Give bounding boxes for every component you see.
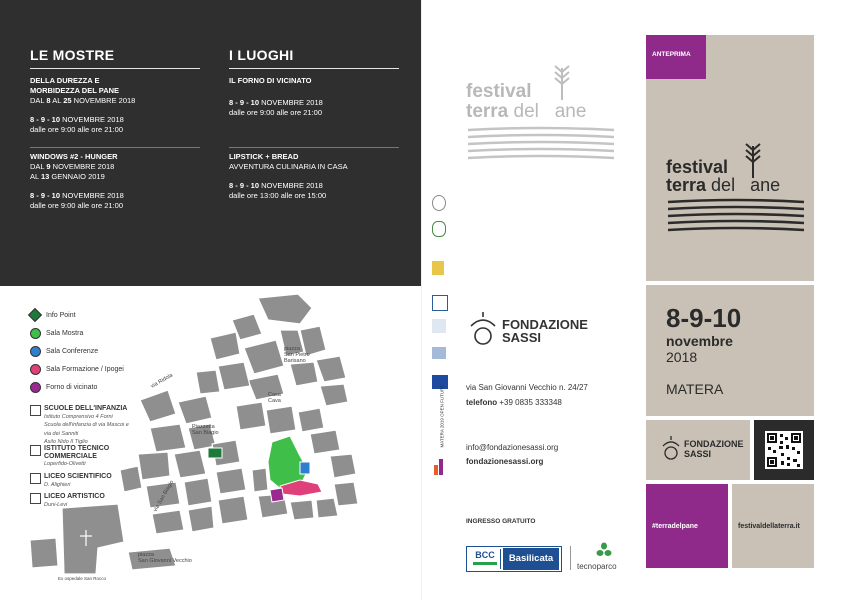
fondazione-name-2: SASSI bbox=[502, 330, 542, 345]
anteprima-label: ANTEPRIMA bbox=[652, 51, 691, 58]
label-piazza-sp: piazza bbox=[284, 346, 300, 352]
label-ex-ospedale: Ex ospedale San Rocco bbox=[58, 576, 107, 581]
mostra-2 bbox=[30, 152, 205, 211]
sponsor-divider bbox=[570, 546, 571, 570]
phone: telefono +39 0835 333348 bbox=[466, 398, 562, 407]
label-via-sanbiagio: via San Biagio bbox=[152, 479, 176, 513]
tecnoparco-label: tecnoparco bbox=[577, 562, 617, 571]
festival-year: 2018 bbox=[666, 349, 698, 365]
map-block bbox=[316, 498, 338, 518]
luogo-2-title: LIPSTICK + BREAD bbox=[229, 152, 299, 161]
festival-site-link[interactable]: festivaldellaterra.it bbox=[738, 523, 800, 530]
mostra-2-hours: dalle ore 9:00 alle ore 21:00 bbox=[30, 201, 123, 210]
website-link[interactable]: fondazionesassi.org bbox=[466, 457, 544, 466]
mostra-2-period-to: AL 13 GENNAIO 2019 bbox=[30, 172, 105, 181]
site-tile bbox=[732, 484, 814, 568]
sponsor-logo bbox=[432, 319, 446, 333]
map-church bbox=[62, 504, 124, 574]
ingresso-gratuito: INGRESSO GRATUITO bbox=[466, 518, 536, 525]
label-piazza-sp-2: San Pietro bbox=[284, 352, 310, 358]
map-block bbox=[290, 362, 318, 386]
map-block bbox=[330, 454, 356, 478]
school-sub: Scuola dell'infanzia di via Mascoi e bbox=[44, 422, 129, 428]
legend-label: Sala Conferenze bbox=[46, 348, 99, 355]
school-sub: Duni-Levi bbox=[44, 501, 68, 508]
address: via San Giovanni Vecchio n. 24/27 bbox=[466, 383, 588, 392]
fondazione-name-1: FONDAZIONE bbox=[684, 439, 744, 449]
mostra-1-title-line1: DELLA DUREZZA E bbox=[30, 76, 100, 85]
date-tile bbox=[646, 285, 814, 416]
sponsor-logo bbox=[432, 347, 446, 359]
mostra-separator bbox=[30, 147, 200, 148]
map-block bbox=[152, 510, 184, 534]
luogo-1-hours: dalle ore 9:00 alle ore 21:00 bbox=[229, 108, 322, 117]
hashtag-tile bbox=[646, 484, 728, 568]
school-sub: Asilo Nido Il Tiglio bbox=[44, 439, 88, 445]
mostre-heading: LE MOSTRE bbox=[30, 47, 115, 63]
luogo-2-hours: dalle ore 13:00 alle ore 15:00 bbox=[229, 191, 327, 200]
map-block bbox=[150, 424, 186, 452]
luoghi-heading: I LUOGHI bbox=[229, 47, 294, 63]
field-lines-icon bbox=[466, 126, 616, 166]
map-block bbox=[252, 468, 268, 492]
luoghi-divider bbox=[229, 68, 399, 69]
festival-logo-grey bbox=[466, 68, 626, 168]
luogo-1-title: IL FORNO DI VICINATO bbox=[229, 76, 312, 85]
school-title: COMMERCIALE bbox=[44, 452, 97, 460]
festival-city: MATERA bbox=[666, 381, 724, 397]
map-block bbox=[266, 406, 296, 434]
forno-area bbox=[270, 488, 284, 502]
email-link[interactable]: info@fondazionesassi.org bbox=[466, 443, 559, 452]
luogo-2 bbox=[229, 152, 404, 201]
sponsor-logo bbox=[432, 261, 444, 275]
field-lines-icon bbox=[666, 198, 806, 238]
map-block bbox=[290, 500, 314, 520]
anteprima-tile bbox=[646, 35, 706, 79]
sponsor-strip bbox=[430, 195, 450, 495]
tecnoparco-icon bbox=[596, 542, 612, 558]
map-section bbox=[0, 290, 421, 600]
matera-logo-bar bbox=[439, 459, 443, 475]
map-block bbox=[184, 478, 212, 506]
map-block bbox=[216, 468, 246, 494]
mostra-2-title: WINDOWS #2 - HUNGER bbox=[30, 152, 118, 161]
mostra-2-days: 8 - 9 - 10 NOVEMBRE 2018 bbox=[30, 191, 124, 200]
hashtag: #terradelpane bbox=[652, 523, 698, 530]
legend-label: Forno di vicinato bbox=[46, 384, 98, 391]
map-block bbox=[320, 384, 348, 406]
fondazione-name-1: FONDAZIONE bbox=[502, 317, 588, 332]
legend-label: Sala Formazione / Ipogei bbox=[46, 366, 124, 373]
label-piazza-sgv-2: San Giovanni Vecchio bbox=[138, 558, 192, 564]
map-block bbox=[196, 370, 220, 394]
events-panel bbox=[0, 0, 421, 286]
qr-tile bbox=[754, 420, 814, 480]
festival-dates: 8-9-10 bbox=[666, 303, 742, 333]
fondazione-block bbox=[466, 308, 626, 358]
map-block bbox=[298, 408, 324, 432]
label-piazza-sgv: piazza bbox=[138, 552, 154, 558]
matera-logo-bar bbox=[434, 465, 438, 475]
map-block bbox=[140, 390, 176, 422]
sponsor-logo bbox=[432, 295, 448, 311]
festival-logo-cover bbox=[666, 148, 806, 248]
map-block bbox=[178, 396, 212, 424]
school-sub: via dei Sanniti bbox=[44, 430, 79, 437]
mostra-1 bbox=[30, 76, 205, 135]
mostra-1-days: 8 - 9 - 10 NOVEMBRE 2018 bbox=[30, 115, 124, 124]
school-title: ISTITUTO TECNICO bbox=[44, 445, 110, 452]
map-block bbox=[316, 356, 346, 382]
mostra-1-title-line2: MORBIDEZZA DEL PANE bbox=[30, 86, 120, 95]
map-block bbox=[138, 452, 170, 480]
bcc-region: Basilicata bbox=[503, 548, 559, 570]
map-block bbox=[218, 496, 248, 524]
fold-line bbox=[421, 0, 422, 600]
sponsor-logo bbox=[432, 195, 446, 211]
map-block bbox=[210, 332, 240, 360]
label-casa-cava: Casa bbox=[268, 392, 281, 398]
legend-label: Info Point bbox=[46, 311, 76, 319]
bcc-stripe bbox=[473, 562, 497, 565]
fondazione-tile bbox=[646, 420, 750, 480]
bcc-mark bbox=[470, 549, 501, 569]
legend-label: Sala Mostra bbox=[46, 330, 84, 337]
map-block bbox=[310, 430, 340, 454]
sponsor-logo bbox=[432, 221, 446, 237]
info-point-area bbox=[208, 448, 222, 458]
wheat-icon bbox=[742, 140, 764, 180]
bcc-title: BCC bbox=[475, 550, 495, 560]
label-piazza-sp-3: Barisano bbox=[284, 358, 306, 364]
map-block bbox=[258, 294, 312, 324]
bcc-logo bbox=[466, 546, 562, 572]
luogo-2-days: 8 - 9 - 10 NOVEMBRE 2018 bbox=[229, 181, 323, 190]
mostra-1-period: DAL 8 AL 25 NOVEMBRE 2018 bbox=[30, 96, 136, 105]
festival-word: festival bbox=[666, 157, 729, 177]
matera-vertical: MATERA 2019 OPEN FUTURE bbox=[439, 384, 445, 448]
school-title: LICEO ARTISTICO bbox=[44, 493, 105, 500]
school-sub: D. Alighieri bbox=[44, 481, 71, 488]
festival-subtitle: terra del ane bbox=[466, 101, 587, 122]
map-block bbox=[236, 402, 266, 430]
mostra-1-hours: dalle ore 9:00 alle ore 21:00 bbox=[30, 125, 123, 134]
map-block bbox=[218, 362, 250, 390]
luogo-separator bbox=[229, 147, 399, 148]
label-casa-cava-2: Cava bbox=[268, 398, 281, 404]
mostre-divider bbox=[30, 68, 200, 69]
festival-word: festival bbox=[466, 81, 532, 102]
wheat-icon bbox=[550, 62, 574, 102]
school-title: SCUOLE DELL'INFANZIA bbox=[44, 405, 128, 412]
fondazione-logo-icon bbox=[660, 434, 682, 462]
label-piazzetta-2: San Biagio bbox=[192, 430, 219, 436]
sala-conferenze-area bbox=[300, 462, 310, 474]
luogo-2-subtitle: AVVENTURA CULINARIA IN CASA bbox=[229, 162, 348, 171]
school-sub: Istituto Comprensivo 4 Forni bbox=[44, 413, 113, 420]
map-block bbox=[30, 538, 58, 568]
festival-subtitle: terra del ane bbox=[666, 175, 781, 195]
fondazione-name-2: SASSI bbox=[684, 449, 712, 459]
school-sub: Loperfido-Olivetti bbox=[44, 461, 86, 467]
map-block bbox=[174, 450, 206, 478]
qr-code-icon[interactable] bbox=[765, 431, 803, 469]
luogo-1-days: 8 - 9 - 10 NOVEMBRE 2018 bbox=[229, 98, 323, 107]
luogo-1 bbox=[229, 76, 404, 118]
festival-month: novembre bbox=[666, 333, 733, 349]
mostra-2-period-from: DAL 9 NOVEMBRE 2018 bbox=[30, 162, 115, 171]
school-title: LICEO SCIENTIFICO bbox=[44, 473, 112, 480]
map-block bbox=[120, 466, 142, 492]
map-block bbox=[188, 506, 214, 532]
map-block bbox=[244, 340, 284, 374]
label-via-ridola: via Ridola bbox=[150, 372, 174, 390]
map-block bbox=[334, 482, 358, 506]
city-map bbox=[0, 290, 421, 600]
fondazione-logo-icon bbox=[466, 308, 500, 348]
label-piazzetta: Piazzetta bbox=[192, 424, 215, 430]
